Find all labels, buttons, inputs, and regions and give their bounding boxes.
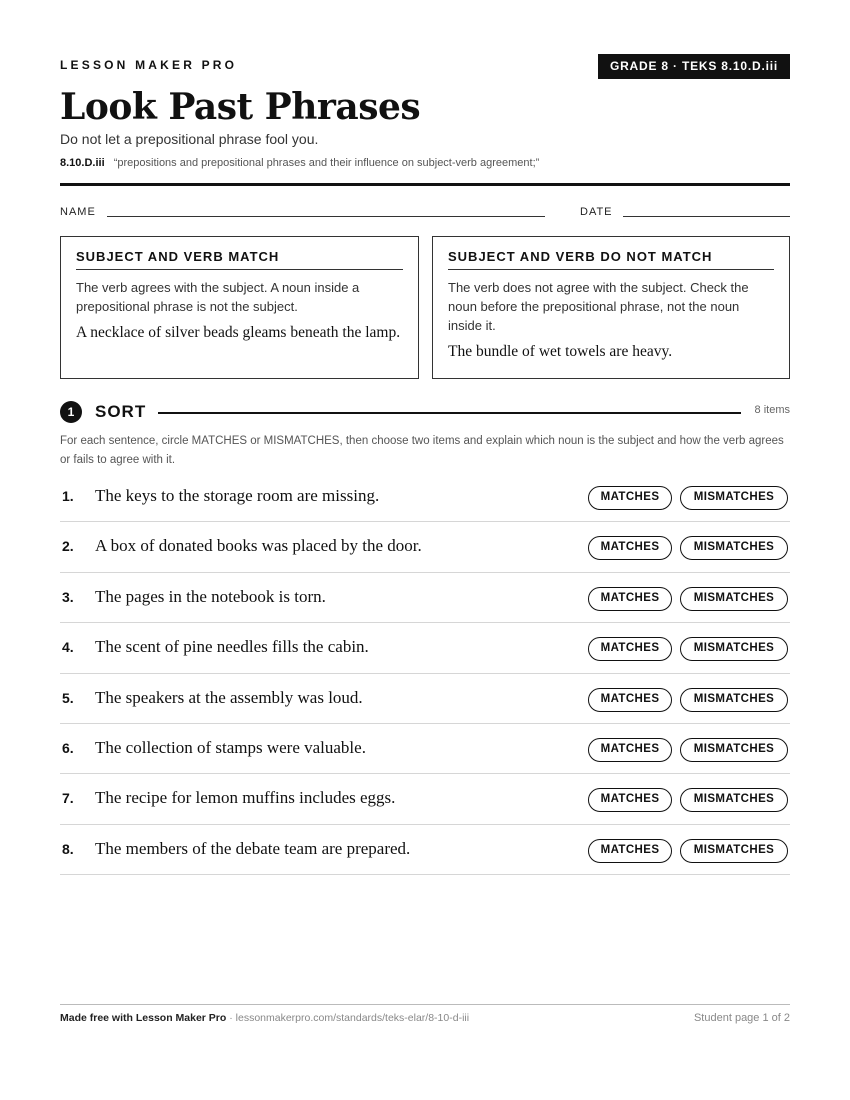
- mismatches-option[interactable]: MISMATCHES: [680, 738, 788, 762]
- header-divider: [60, 183, 790, 186]
- mismatches-option[interactable]: MISMATCHES: [680, 688, 788, 712]
- sort-item: [60, 573, 790, 623]
- name-label: NAME: [60, 206, 96, 218]
- item-sentence: The collection of stamps were valuable.: [95, 737, 366, 757]
- grade-badge: GRADE 8 · TEKS 8.10.D.iii: [598, 54, 790, 79]
- item-number: 1.: [62, 488, 74, 504]
- example-box-match: [60, 236, 419, 379]
- item-number: 2.: [62, 538, 74, 555]
- standard-line: [60, 157, 539, 169]
- footer-made-with: Made free with Lesson Maker Pro: [60, 1012, 227, 1024]
- standard-code: 8.10.D.iii: [60, 157, 105, 169]
- name-field[interactable]: [107, 216, 545, 217]
- footer-credit: [60, 1012, 469, 1024]
- item-count: 8 items: [754, 404, 790, 416]
- item-number: 7.: [62, 790, 74, 807]
- matches-option[interactable]: MATCHES: [588, 637, 672, 661]
- sort-item-list: [60, 472, 790, 875]
- item-sentence: The keys to the storage room are missing.: [95, 486, 380, 505]
- matches-option[interactable]: MATCHES: [588, 536, 672, 560]
- worksheet-page: [60, 0, 790, 1100]
- sort-item: [60, 472, 790, 522]
- matches-option[interactable]: MATCHES: [588, 738, 672, 762]
- date-label: DATE: [580, 206, 613, 218]
- example-sentence: A necklace of silver beads gleams beneath the lamp.: [76, 324, 401, 341]
- sort-item: [60, 774, 790, 824]
- example-description: The verb does not agree with the subject. Check the noun before the prepositional phrase, not the noun inside it.: [448, 280, 749, 333]
- mismatches-option[interactable]: MISMATCHES: [680, 587, 788, 611]
- section-number: 1: [60, 401, 82, 423]
- date-field[interactable]: [623, 216, 790, 217]
- page-title: Look Past Phrases: [60, 86, 421, 128]
- footer-url[interactable]: · lessonmakerpro.com/standards/teks-elar/8-10-d-iii: [226, 1012, 470, 1024]
- mismatches-option[interactable]: MISMATCHES: [680, 839, 788, 863]
- brand-name: LESSON MAKER PRO: [60, 58, 238, 72]
- item-sentence: The members of the debate team are prepared.: [95, 838, 411, 858]
- standard-text: “prepositions and prepositional phrases and their influence on subject-verb agreement;”: [113, 157, 540, 169]
- item-number: 5.: [62, 689, 74, 706]
- item-sentence: The speakers at the assembly was loud.: [95, 687, 363, 707]
- item-number: 6.: [62, 739, 74, 756]
- mismatches-option[interactable]: MISMATCHES: [680, 788, 788, 812]
- mismatches-option[interactable]: MISMATCHES: [680, 536, 788, 560]
- footer-divider: [60, 1004, 790, 1005]
- matches-option[interactable]: MATCHES: [588, 587, 672, 611]
- sort-item: [60, 522, 790, 572]
- item-sentence: The pages in the notebook is torn.: [95, 586, 326, 606]
- section-instructions: For each sentence, circle MATCHES or MISMATCHES, then choose two items and explain which noun is the subject and how the verb agrees or fails to agree with it.: [60, 435, 784, 466]
- example-box-mismatch: [432, 236, 790, 379]
- mismatches-option[interactable]: MISMATCHES: [680, 637, 788, 661]
- section-rule: [158, 412, 741, 414]
- matches-option[interactable]: MATCHES: [588, 688, 672, 712]
- sort-item: [60, 623, 790, 673]
- matches-option[interactable]: MATCHES: [588, 788, 672, 812]
- footer-page-number: Student page 1 of 2: [693, 1012, 790, 1024]
- example-heading: SUBJECT AND VERB DO NOT MATCH: [448, 249, 774, 270]
- item-number: 8.: [62, 840, 74, 857]
- sort-item: [60, 724, 790, 774]
- matches-option[interactable]: MATCHES: [588, 486, 672, 510]
- example-sentence: The bundle of wet towels are heavy.: [448, 343, 673, 360]
- section-title: SORT: [95, 402, 147, 421]
- page-subtitle: Do not let a prepositional phrase fool you.: [60, 131, 319, 147]
- item-sentence: A box of donated books was placed by the door.: [95, 536, 422, 556]
- sort-item: [60, 674, 790, 724]
- item-number: 4.: [62, 639, 74, 656]
- example-description: The verb agrees with the subject. A noun inside a prepositional phrase is not the subject.: [76, 280, 360, 314]
- matches-option[interactable]: MATCHES: [588, 839, 672, 863]
- mismatches-option[interactable]: MISMATCHES: [680, 486, 788, 510]
- item-sentence: The recipe for lemon muffins includes eggs.: [95, 788, 396, 808]
- item-sentence: The scent of pine needles fills the cabin.: [95, 637, 369, 657]
- item-number: 3.: [62, 588, 74, 605]
- example-heading: SUBJECT AND VERB MATCH: [76, 249, 403, 270]
- sort-item: [60, 825, 790, 875]
